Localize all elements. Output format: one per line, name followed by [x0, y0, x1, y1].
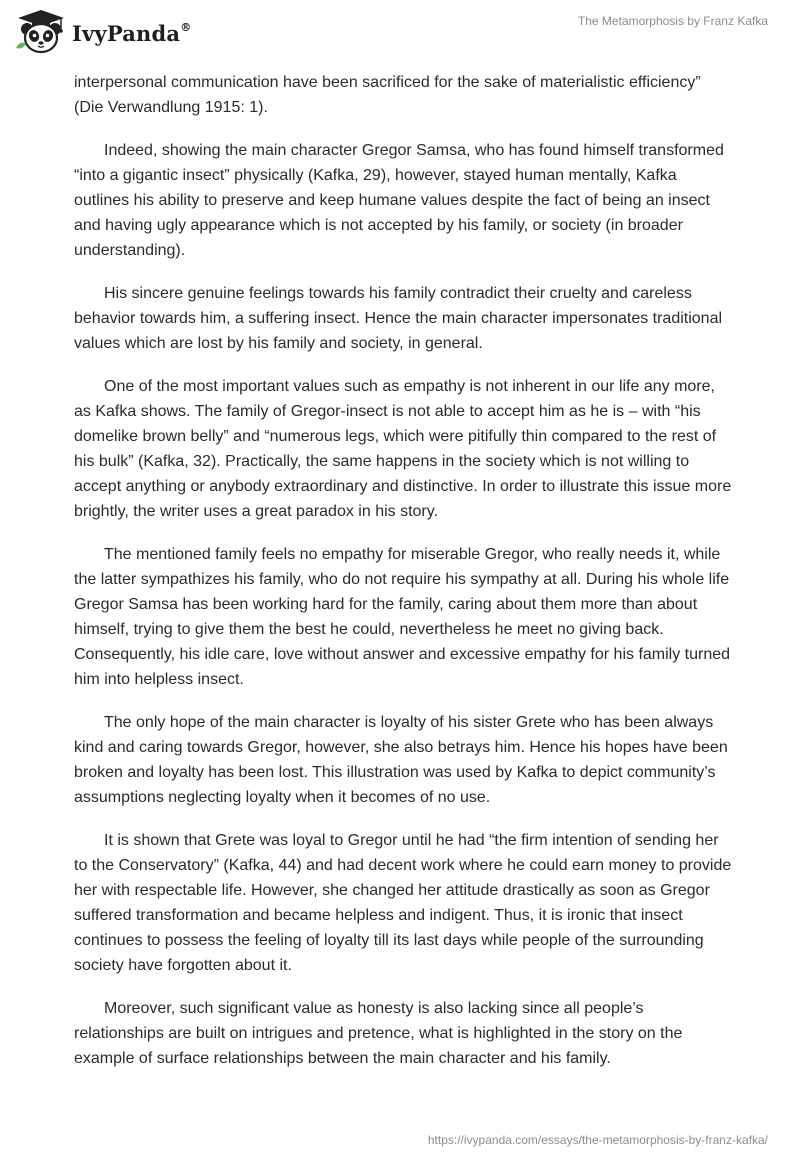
paragraph: The mentioned family feels no empathy for miserable Gregor, who really needs it, while the latter sympathizes his family, who do not require his sympathy at all. During his whole life Gregor Samsa has been working hard for the family, caring about them more than about himself, trying to give them the best he could, nevertheless he meet no giving back. Consequently, his idle care, love without answer and excessive empathy for his family turned him into helpless insect.: [74, 546, 731, 688]
essay-body: [74, 70, 734, 1089]
document-title: The Metamorphosis by Franz Kafka: [577, 14, 768, 28]
paragraph: His sincere genuine feelings towards his family contradict their cruelty and careless behavior towards him, a suffering insect. Hence the main character impersonates traditional values which are lost by his family and society, in general.: [74, 285, 723, 352]
paragraph: It is shown that Grete was loyal to Gregor until he had “the firm intention of sending her to the Conservatory” (Kafka, 44) and had decent work where he could earn money to provide her with respectable life. However, she changed her attitude drastically as soon as Gregor suffered transformation and became helpless and indigent. Thus, it is ironic that insect continues to possess the feeling of loyalty till its last days while people of the surrounding society have forgotten about it.: [74, 832, 732, 974]
paragraph: One of the most important values such as empathy is not inherent in our life any more, as Kafka shows. The family of Gregor-insect is not able to accept him as he is – with “his domelike brown belly” and “numerous legs, which were pitifully thin compared to the rest of his bulk” (Kafka, 32). Practically, the same happens in the society which is not willing to accept anything or anybody extraordinary and distinctive. In order to illustrate this issue more brightly, the writer uses a great paradox in his story.: [74, 378, 732, 520]
paragraph: The only hope of the main character is loyalty of his sister Grete who has been always kind and caring towards Gregor, however, she also betrays him. Hence his hopes have been broken and loyalty has been lost. This illustration was used by Kafka to depict community’s assumptions neglecting loyalty when it becomes of no use.: [74, 714, 728, 806]
panda-graduate-icon: [14, 8, 68, 54]
source-url[interactable]: https://ivypanda.com/essays/the-metamorphosis-by-franz-kafka/: [427, 1133, 768, 1147]
paragraph: Indeed, showing the main character Gregor Samsa, who has found himself transformed “into a gigantic insect” physically (Kafka, 29), however, stayed human mentally, Kafka outlines his ability to preserve and keep humane values despite the fact of being an insect and having ugly appearance which is not accepted by his family, or society (in broader understanding).: [74, 142, 724, 259]
paragraph: Moreover, such significant value as honesty is also lacking since all people’s relationships are built on intrigues and pretence, what is highlighted in the story on the example of surface relationships between the main character and his family.: [74, 1000, 683, 1067]
ivypanda-logo[interactable]: [14, 8, 191, 54]
page-header: [0, 0, 800, 64]
logo-text: IvyPanda®: [72, 20, 192, 46]
paragraph: interpersonal communication have been sacrificed for the sake of materialistic efficiency” (Die Verwandlung 1915: 1).: [74, 74, 701, 116]
